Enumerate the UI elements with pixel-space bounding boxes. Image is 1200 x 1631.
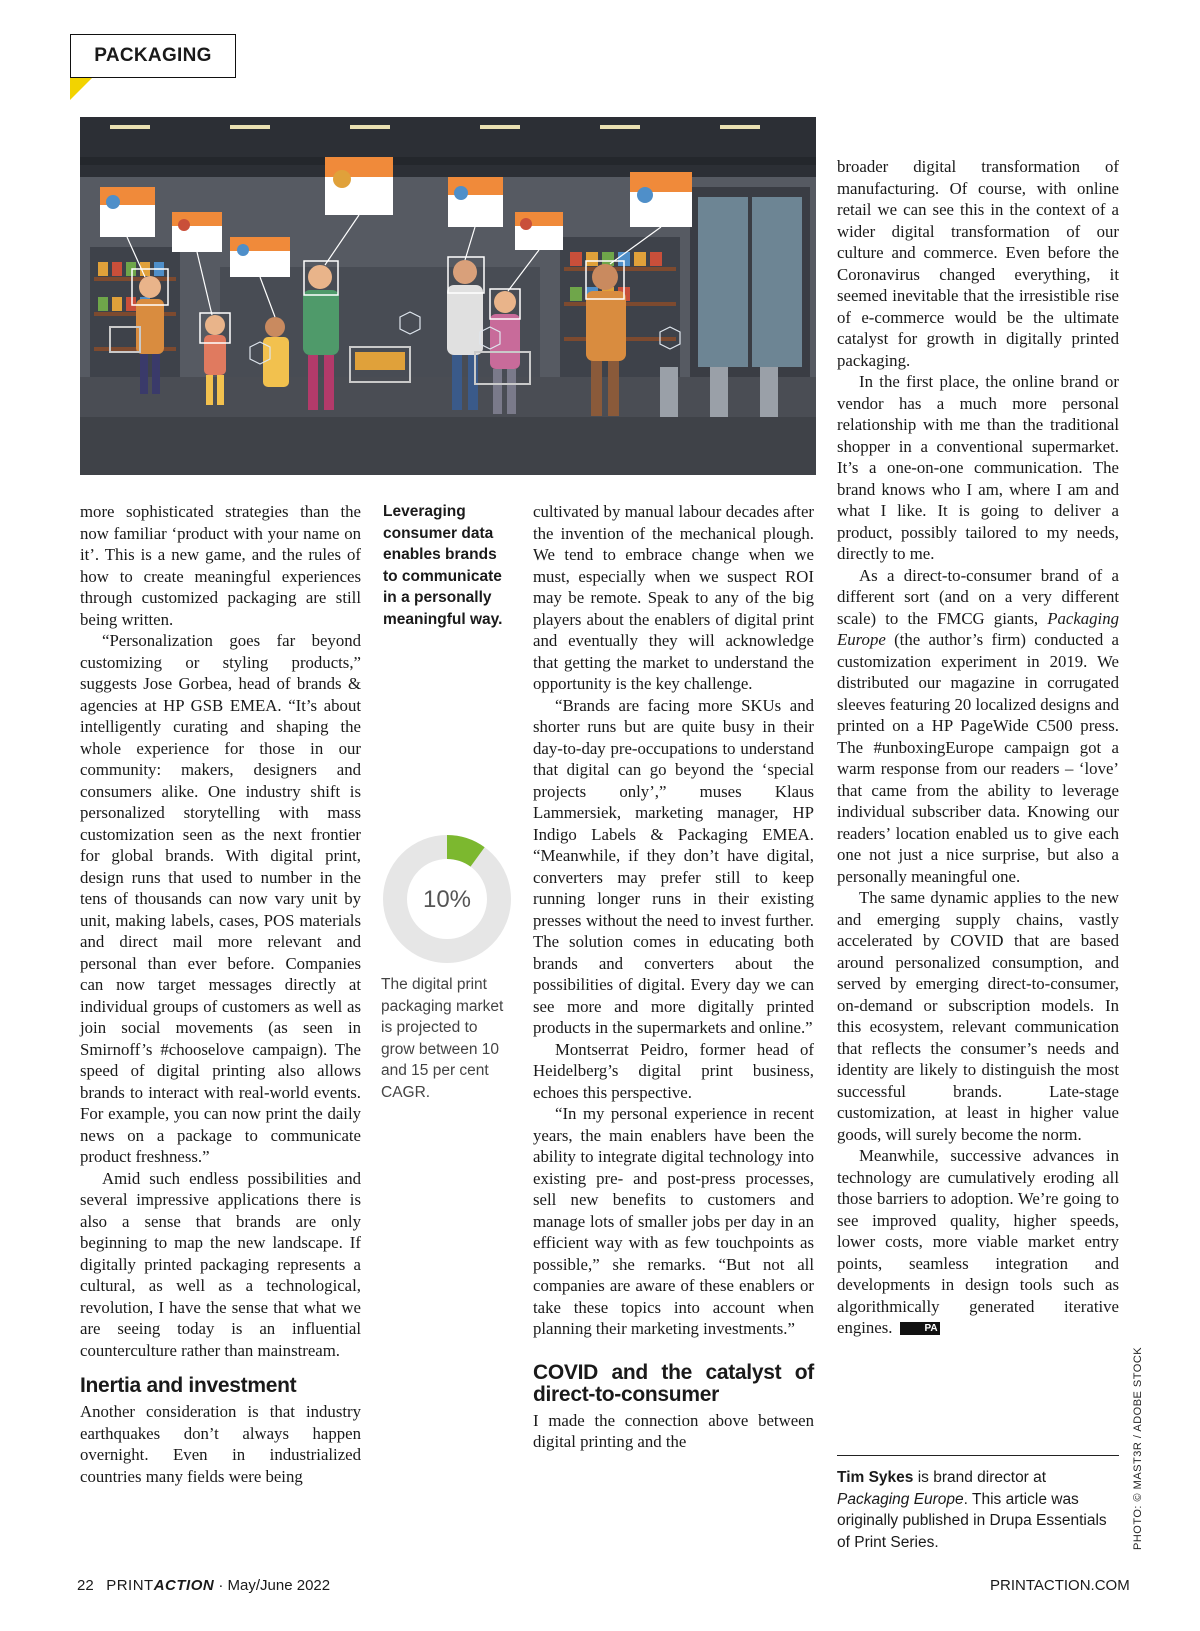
article-column-4 xyxy=(837,156,1119,1339)
stat-donut-chart xyxy=(381,833,513,965)
paragraph: Another consideration is that industry earthquakes don’t always happen overnight. Even in industrialized countries many fields were being xyxy=(80,1402,361,1486)
bio-text: . This article was originally published in Drupa Essentials of Print Series. xyxy=(837,1490,1107,1551)
article-column-1 xyxy=(80,501,361,1487)
paragraph xyxy=(837,565,1119,888)
article-column-3 xyxy=(533,501,814,1453)
logo-part: PRINT xyxy=(106,1577,154,1594)
issue-date: · May/June 2022 xyxy=(214,1577,331,1594)
paragraph: broader digital transformation of manufacturing. Of course, with online retail we can see this in the context of a wider digital transformation of our culture and commerce. Even before the Coronavirus changed everything, it seemed inevitable that the irresistible rise of e-commerce would be the ultimate catalyst for growth in digitally printed packaging. xyxy=(837,157,1119,370)
paragraph: The same dynamic applies to the new and emerging supply chains, vastly accelerated by COVID that are based around personalized consumption, and served by emerging direct-to-consumer, on-demand or subscription models. In this ecosystem, relevant communication that reflects the consumer’s needs and identity are likely to distinguish the most successful brands. Late-stage customization, at least in higher value goods, will surely become the norm. xyxy=(837,888,1119,1144)
section-label: PACKAGING xyxy=(70,34,236,78)
end-mark-logo: PA xyxy=(900,1322,939,1335)
section-flag xyxy=(70,78,92,100)
subheading: COVID and the catalyst of direct-to-consumer xyxy=(533,1360,814,1406)
paragraph: Amid such endless possibilities and several impressive applications there is also a sense that brands are only beginning to map the new landscape. If digitally printed packaging represents a cultural, as well as a technological, revolution, I have the sense that what we are seeing today is an influential counterculture rather than mainstream. xyxy=(80,1168,361,1360)
paragraph xyxy=(837,1145,1119,1339)
author-name: Tim Sykes xyxy=(837,1469,914,1486)
paragraph-text: Meanwhile, successive advances in technology are cumulatively eroding all those barriers to adoption. We’re going to see improved quality, higher speeds, lower costs, more viable market entry points, seamless integration and developments in design tools such as algorithmically generated iterative engines. xyxy=(837,1146,1119,1337)
paragraph: “In my personal experience in recent years, the main enablers have been the ability to integrate digital technology into existing pre- and post-press processes, sell new benefits to customers and manage lots of smaller jobs per day in an efficient way with as few touchpoints as possible,” she remarks. “But not all companies are aware of these enablers or take these topics into account when planning their marketing investments.” xyxy=(533,1104,814,1338)
stat-caption: The digital print packaging market is projected to grow between 10 and 15 per cent CAGR. xyxy=(381,976,504,1101)
stat-value: 10% xyxy=(422,886,472,913)
publication-name: Packaging Europe xyxy=(837,1490,964,1508)
logo-part: ACTION xyxy=(153,1577,215,1594)
footer-folio xyxy=(77,1577,330,1594)
bio-text: is brand director at xyxy=(913,1469,1047,1486)
author-bio xyxy=(837,1467,1119,1553)
magazine-logo xyxy=(106,1577,214,1594)
paragraph-text: As a direct-to-consumer brand of a different sort (and on a very different scale) to the FMCG giants, xyxy=(837,565,1119,628)
subheading: Inertia and investment xyxy=(80,1374,297,1397)
paragraph: I made the connection above between digital printing and the xyxy=(533,1410,814,1451)
paragraph: more sophisticated strategies than the now familiar ‘product with your name on it’. This is a new game, and the rules of how to create meaningful experiences through customized packaging are still being written. xyxy=(80,502,361,629)
page-number: 22 xyxy=(77,1577,94,1594)
paragraph-text: (the author’s firm) conducted a customization experiment in 2019. We distributed our magazine in corrugated sleeves featuring 20 localized designs and printed on a HP PageWide C500 press. The #unboxingEurope campaign got a warm response from our readers – ‘love’ that came from the ability to leverage individual subscriber data. Knowing our readers’ location enabled us to give each one not just a nice surprise, but also a personally meaningful one. xyxy=(837,630,1119,886)
paragraph: “Personalization goes far beyond customizing or styling products,” suggests Jose Gorbea, head of brands & agencies at HP GSB EMEA. “It’s about intelligently curating and shaping the whole experience for those in our community: makers, designers and consumers alike. One industry shift is personalized storytelling with mass customization seen as the next frontier for global brands. With digital print, design runs that used to number in the tens of thousands can now vary unit by unit, making labels, cases, POS materials and direct mail more relevant and personal than ever before. Companies can now target messages directly at individual groups of customers as well as join social movements (as seen in Smirnoff’s #chooselove campaign). The speed of digital printing also allows brands to interact with real-world events. For example, you can now print the daily news on a package to communicate product freshness.” xyxy=(80,631,361,1166)
paragraph: cultivated by manual labour decades after the invention of the mechanical plough. We tend to embrace change when we must, especially when we suspect ROI may be remote. Speak to any of the big players about the enablers of digital print and eventually they will acknowledge that getting the market to understand the opportunity is the key challenge. xyxy=(533,502,814,693)
paragraph: In the first place, the online brand or vendor has a much more personal relationship with me than the traditional shopper in a conventional supermarket. It’s a one-on-one communication. The brand knows who I am, where I am and what I like. It is going to deliver a product, possibly tailored to my needs, directly to me. xyxy=(837,372,1119,563)
pull-quote: Leveraging consumer data enables brands to communicate in a personally meaningful way. xyxy=(383,503,503,628)
photo-credit: PHOTO: © MAST3R / ADOBE STOCK xyxy=(1132,1346,1144,1550)
donut-fill xyxy=(447,847,478,857)
paragraph: Montserrat Peidro, former head of Heidelberg’s digital print business, echoes this perspective. xyxy=(533,1039,814,1102)
bio-divider xyxy=(837,1455,1119,1456)
publication-name: Packaging Europe xyxy=(837,608,1119,649)
paragraph: “Brands are facing more SKUs and shorter runs but are quite busy in their day-to-day pre-occupations to understand that digital can go beyond the ‘special projects only’,” muses Klaus Lammersiek, marketing manager, HP Indigo Labels & Packaging EMEA. “Meanwhile, if they don’t have digital, converters may prefer still to keep running longer runs in their existing presses without the need to invest further. The solution comes in educating both brands and converters about the possibilities of digital. Every day we can see more and more digitally printed products in the supermarkets and online.” xyxy=(533,695,814,1037)
hero-illustration xyxy=(80,117,816,475)
footer-site-url: PRINTACTION.COM xyxy=(990,1577,1130,1594)
